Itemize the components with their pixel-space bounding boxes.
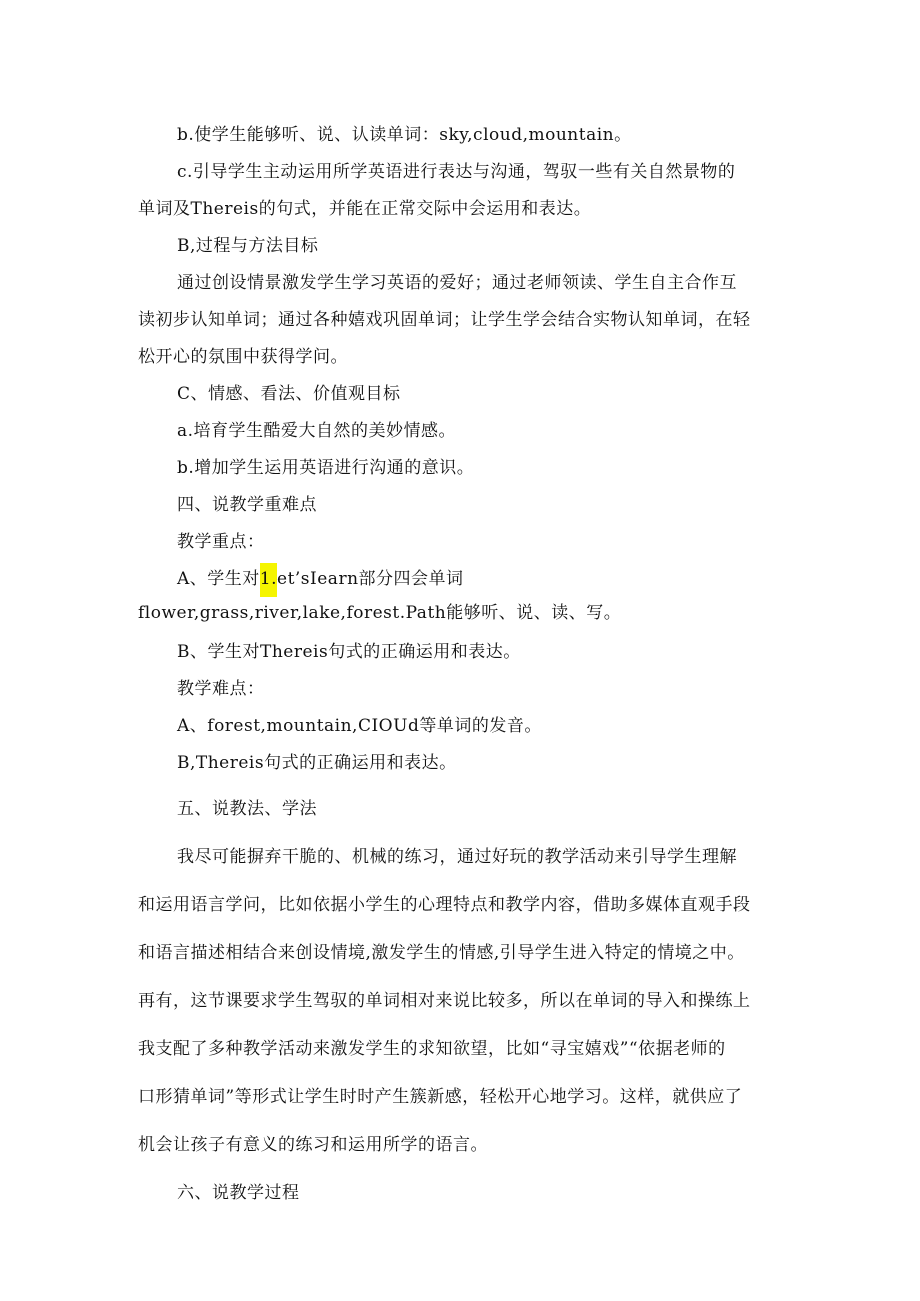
key-point-a-line (177, 567, 464, 591)
key-point-b-line: B、学生对Thereis句式的正确运用和表达。 (177, 642, 521, 662)
section-heading-methods: 五、说教法、学法 (177, 799, 317, 819)
paragraph-line: 我尽可能摒弃干脆的、机械的练习，通过好玩的教学活动来引导学生理解 (177, 847, 737, 867)
paragraph-line: 和运用语言学问，比如依据小学生的心理特点和教学内容，借助多媒体直观手段 (138, 895, 751, 915)
paragraph-line: 机会让孩子有意义的练习和运用所学的语言。 (138, 1135, 488, 1155)
highlighted-text: 1. (260, 563, 277, 597)
difficult-point-b-line: B,Thereis句式的正确运用和表达。 (177, 753, 457, 773)
subheading-key-points: 教学重点： (177, 532, 265, 552)
paragraph-line: 读初步认知单词；通过各种嬉戏巩固单词；让学生学会结合实物认知单词，在轻 (138, 310, 751, 330)
list-item-b: b.增加学生运用英语进行沟通的意识。 (177, 458, 475, 478)
key-point-a-suffix: et’sIearn部分四会单词 (277, 569, 464, 589)
section-heading-process-method: B,过程与方法目标 (177, 236, 319, 256)
paragraph-line: 松开心的氛围中获得学问。 (138, 347, 348, 367)
objective-c-continued-line: 单词及Thereis的句式，并能在正常交际中会运用和表达。 (138, 199, 592, 219)
list-item-a: a.培育学生酷爱大自然的美妙情感。 (177, 421, 457, 441)
section-heading-emotion-values: C、情感、看法、价值观目标 (177, 384, 401, 404)
paragraph-line: 再有，这节课要求学生驾驭的单词相对来说比较多，所以在单词的导入和操练上 (138, 991, 751, 1011)
difficult-point-a-line: A、forest,mountain,CIOUd等单词的发音。 (177, 716, 542, 736)
objective-c-line: c.引导学生主动运用所学英语进行表达与沟通，驾驭一些有关自然景物的 (177, 162, 736, 182)
objective-b-line: b.使学生能够听、说、认读单词：sky,cloud,mountain。 (177, 125, 632, 145)
paragraph-line: 通过创设情景激发学生学习英语的爱好；通过老师领读、学生自主合作互 (177, 273, 737, 293)
paragraph-line: 我支配了多种教学活动来激发学生的求知欲望，比如“寻宝嬉戏”“依据老师的 (138, 1039, 726, 1059)
key-point-a-prefix: A、学生对 (177, 569, 260, 589)
key-point-a-words-line: flower,grass,river,lake,forest.Path能够听、说、读、写。 (138, 603, 622, 623)
paragraph-line: 和语言描述相结合来创设情境,激发学生的情感,引导学生进入特定的情境之中。 (138, 943, 745, 963)
section-heading-teaching-process: 六、说教学过程 (177, 1183, 300, 1203)
paragraph-line: 口形猜单词”等形式让学生时时产生簇新感，轻松开心地学习。这样，就供应了 (138, 1087, 743, 1107)
subheading-difficult-points: 教学难点： (177, 679, 265, 699)
section-heading-key-difficult-points: 四、说教学重难点 (177, 495, 317, 515)
